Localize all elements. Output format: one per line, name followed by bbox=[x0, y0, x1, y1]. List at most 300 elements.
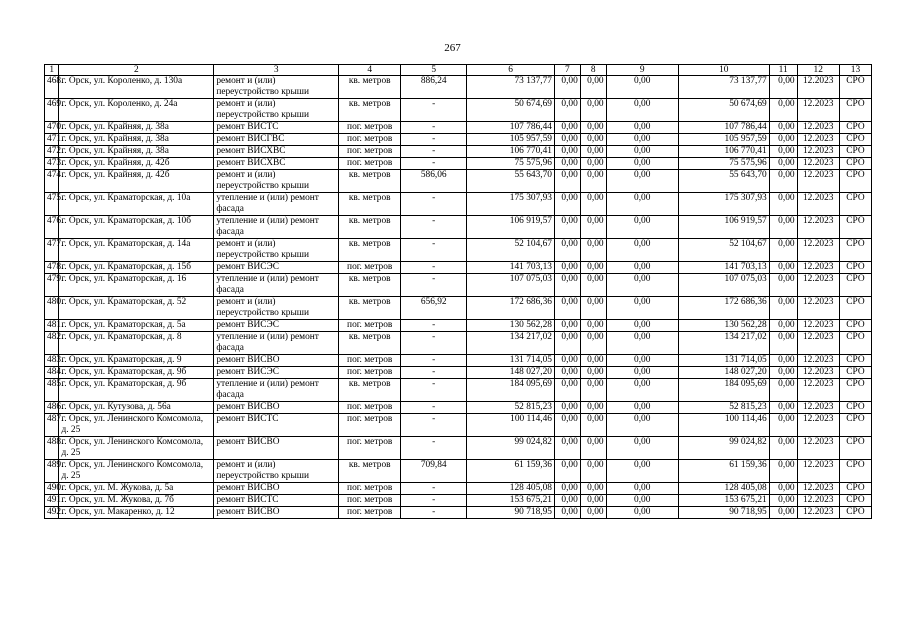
cell-total-cost: 52 815,23 bbox=[467, 402, 555, 414]
cell-work-type: ремонт ВИСХВС bbox=[214, 146, 339, 158]
cell-other-funds: 0,00 bbox=[769, 76, 797, 99]
cell-local-funds: 0,00 bbox=[606, 483, 678, 495]
cell-row-number: 469. bbox=[45, 99, 59, 122]
cell-regional-funds: 0,00 bbox=[580, 402, 606, 414]
cell-federal-funds: 0,00 bbox=[554, 355, 580, 367]
cell-method: СРО bbox=[839, 507, 871, 519]
cell-federal-funds: 0,00 bbox=[554, 274, 580, 297]
cell-completion-date: 12.2023 bbox=[797, 437, 839, 460]
cell-volume: - bbox=[401, 402, 467, 414]
cell-work-type: утепление и (или) ремонт фасада bbox=[214, 193, 339, 216]
cell-other-funds: 0,00 bbox=[769, 332, 797, 355]
table-row bbox=[45, 134, 872, 146]
cell-regional-funds: 0,00 bbox=[580, 239, 606, 262]
cell-method: СРО bbox=[839, 367, 871, 379]
cell-work-type: утепление и (или) ремонт фасада bbox=[214, 379, 339, 402]
cell-local-funds: 0,00 bbox=[606, 495, 678, 507]
cell-volume: 709,84 bbox=[401, 460, 467, 483]
cell-unit: кв. метров bbox=[339, 170, 401, 193]
cell-completion-date: 12.2023 bbox=[797, 76, 839, 99]
cell-unit: кв. метров bbox=[339, 193, 401, 216]
cell-row-number: 477. bbox=[45, 239, 59, 262]
cell-total-cost: 106 770,41 bbox=[467, 146, 555, 158]
cell-federal-funds: 0,00 bbox=[554, 367, 580, 379]
cell-method: СРО bbox=[839, 193, 871, 216]
cell-completion-date: 12.2023 bbox=[797, 99, 839, 122]
cell-volume: - bbox=[401, 414, 467, 437]
cell-volume: 886,24 bbox=[401, 76, 467, 99]
cell-total-cost: 172 686,36 bbox=[467, 297, 555, 320]
cell-work-type: ремонт ВИСТС bbox=[214, 414, 339, 437]
table-row bbox=[45, 437, 872, 460]
cell-volume: - bbox=[401, 134, 467, 146]
cell-total-cost: 184 095,69 bbox=[467, 379, 555, 402]
cell-address: г. Орск, ул. М. Жукова, д. 7б bbox=[59, 495, 214, 507]
table-row bbox=[45, 76, 872, 99]
cell-regional-funds: 0,00 bbox=[580, 367, 606, 379]
cell-regional-funds: 0,00 bbox=[580, 134, 606, 146]
cell-other-funds: 0,00 bbox=[769, 320, 797, 332]
cell-local-funds: 0,00 bbox=[606, 297, 678, 320]
cell-unit: пог. метров bbox=[339, 483, 401, 495]
cell-method: СРО bbox=[839, 216, 871, 239]
cell-total-cost: 52 104,67 bbox=[467, 239, 555, 262]
cell-completion-date: 12.2023 bbox=[797, 379, 839, 402]
cell-other-funds: 0,00 bbox=[769, 146, 797, 158]
cell-volume: - bbox=[401, 239, 467, 262]
cell-owner-funds: 153 675,21 bbox=[678, 495, 769, 507]
cell-row-number: 482. bbox=[45, 332, 59, 355]
cell-other-funds: 0,00 bbox=[769, 367, 797, 379]
cell-local-funds: 0,00 bbox=[606, 76, 678, 99]
cell-work-type: ремонт и (или) переустройство крыши bbox=[214, 239, 339, 262]
cell-total-cost: 75 575,96 bbox=[467, 158, 555, 170]
table-row bbox=[45, 332, 872, 355]
cell-other-funds: 0,00 bbox=[769, 379, 797, 402]
cell-other-funds: 0,00 bbox=[769, 495, 797, 507]
cell-regional-funds: 0,00 bbox=[580, 170, 606, 193]
cell-unit: кв. метров bbox=[339, 379, 401, 402]
cell-row-number: 489. bbox=[45, 460, 59, 483]
cell-work-type: ремонт ВИСВО bbox=[214, 402, 339, 414]
cell-local-funds: 0,00 bbox=[606, 146, 678, 158]
cell-completion-date: 12.2023 bbox=[797, 297, 839, 320]
cell-total-cost: 90 718,95 bbox=[467, 507, 555, 519]
cell-volume: - bbox=[401, 379, 467, 402]
cell-total-cost: 55 643,70 bbox=[467, 170, 555, 193]
cell-other-funds: 0,00 bbox=[769, 134, 797, 146]
cell-address: г. Орск, ул. Краматорская, д. 16 bbox=[59, 274, 214, 297]
cell-row-number: 491. bbox=[45, 495, 59, 507]
cell-federal-funds: 0,00 bbox=[554, 76, 580, 99]
cell-completion-date: 12.2023 bbox=[797, 158, 839, 170]
cell-completion-date: 12.2023 bbox=[797, 402, 839, 414]
page-number: 267 bbox=[444, 42, 461, 54]
cell-federal-funds: 0,00 bbox=[554, 402, 580, 414]
column-header-2: 2 bbox=[59, 65, 214, 76]
table-row bbox=[45, 297, 872, 320]
cell-row-number: 492. bbox=[45, 507, 59, 519]
cell-owner-funds: 184 095,69 bbox=[678, 379, 769, 402]
table-row bbox=[45, 239, 872, 262]
cell-volume: 656,92 bbox=[401, 297, 467, 320]
cell-completion-date: 12.2023 bbox=[797, 320, 839, 332]
cell-local-funds: 0,00 bbox=[606, 239, 678, 262]
cell-address: г. Орск, ул. Краматорская, д. 15б bbox=[59, 262, 214, 274]
column-header-8: 8 bbox=[580, 65, 606, 76]
cell-other-funds: 0,00 bbox=[769, 355, 797, 367]
cell-total-cost: 148 027,20 bbox=[467, 367, 555, 379]
cell-method: СРО bbox=[839, 297, 871, 320]
cell-regional-funds: 0,00 bbox=[580, 437, 606, 460]
cell-local-funds: 0,00 bbox=[606, 158, 678, 170]
cell-owner-funds: 128 405,08 bbox=[678, 483, 769, 495]
cell-federal-funds: 0,00 bbox=[554, 239, 580, 262]
cell-owner-funds: 55 643,70 bbox=[678, 170, 769, 193]
cell-regional-funds: 0,00 bbox=[580, 332, 606, 355]
column-header-6: 6 bbox=[467, 65, 555, 76]
cell-unit: пог. метров bbox=[339, 495, 401, 507]
cell-unit: пог. метров bbox=[339, 355, 401, 367]
cell-unit: пог. метров bbox=[339, 402, 401, 414]
cell-method: СРО bbox=[839, 495, 871, 507]
cell-owner-funds: 130 562,28 bbox=[678, 320, 769, 332]
cell-row-number: 484. bbox=[45, 367, 59, 379]
cell-completion-date: 12.2023 bbox=[797, 216, 839, 239]
cell-total-cost: 128 405,08 bbox=[467, 483, 555, 495]
cell-local-funds: 0,00 bbox=[606, 460, 678, 483]
cell-federal-funds: 0,00 bbox=[554, 483, 580, 495]
table-row bbox=[45, 170, 872, 193]
cell-row-number: 468. bbox=[45, 76, 59, 99]
cell-federal-funds: 0,00 bbox=[554, 158, 580, 170]
cell-completion-date: 12.2023 bbox=[797, 483, 839, 495]
cell-completion-date: 12.2023 bbox=[797, 414, 839, 437]
cell-total-cost: 130 562,28 bbox=[467, 320, 555, 332]
cell-federal-funds: 0,00 bbox=[554, 507, 580, 519]
cell-method: СРО bbox=[839, 239, 871, 262]
cell-other-funds: 0,00 bbox=[769, 262, 797, 274]
cell-address: г. Орск, ул. Краматорская, д. 9б bbox=[59, 379, 214, 402]
cell-federal-funds: 0,00 bbox=[554, 193, 580, 216]
cell-unit: кв. метров bbox=[339, 297, 401, 320]
cell-local-funds: 0,00 bbox=[606, 193, 678, 216]
cell-total-cost: 131 714,05 bbox=[467, 355, 555, 367]
cell-federal-funds: 0,00 bbox=[554, 332, 580, 355]
cell-other-funds: 0,00 bbox=[769, 402, 797, 414]
works-table bbox=[44, 64, 872, 519]
column-header-4: 4 bbox=[339, 65, 401, 76]
cell-regional-funds: 0,00 bbox=[580, 379, 606, 402]
cell-regional-funds: 0,00 bbox=[580, 99, 606, 122]
cell-total-cost: 100 114,46 bbox=[467, 414, 555, 437]
cell-unit: кв. метров bbox=[339, 76, 401, 99]
cell-regional-funds: 0,00 bbox=[580, 495, 606, 507]
cell-total-cost: 73 137,77 bbox=[467, 76, 555, 99]
cell-volume: - bbox=[401, 332, 467, 355]
cell-address: г. Орск, ул. М. Жукова, д. 5а bbox=[59, 483, 214, 495]
cell-method: СРО bbox=[839, 379, 871, 402]
cell-address: г. Орск, ул. Кутузова, д. 56а bbox=[59, 402, 214, 414]
cell-volume: - bbox=[401, 146, 467, 158]
cell-local-funds: 0,00 bbox=[606, 355, 678, 367]
cell-method: СРО bbox=[839, 460, 871, 483]
cell-method: СРО bbox=[839, 332, 871, 355]
cell-local-funds: 0,00 bbox=[606, 379, 678, 402]
cell-federal-funds: 0,00 bbox=[554, 122, 580, 134]
cell-regional-funds: 0,00 bbox=[580, 158, 606, 170]
cell-unit: кв. метров bbox=[339, 274, 401, 297]
cell-work-type: ремонт и (или) переустройство крыши bbox=[214, 297, 339, 320]
cell-regional-funds: 0,00 bbox=[580, 297, 606, 320]
cell-row-number: 473. bbox=[45, 158, 59, 170]
cell-address: г. Орск, ул. Краматорская, д. 10б bbox=[59, 216, 214, 239]
cell-method: СРО bbox=[839, 355, 871, 367]
cell-method: СРО bbox=[839, 402, 871, 414]
cell-local-funds: 0,00 bbox=[606, 122, 678, 134]
cell-volume: 586,06 bbox=[401, 170, 467, 193]
column-header-5: 5 bbox=[401, 65, 467, 76]
cell-work-type: ремонт и (или) переустройство крыши bbox=[214, 170, 339, 193]
cell-work-type: ремонт и (или) переустройство крыши bbox=[214, 76, 339, 99]
cell-row-number: 474. bbox=[45, 170, 59, 193]
column-header-13: 13 bbox=[839, 65, 871, 76]
cell-completion-date: 12.2023 bbox=[797, 355, 839, 367]
cell-address: г. Орск, ул. Краматорская, д. 14а bbox=[59, 239, 214, 262]
table-row bbox=[45, 355, 872, 367]
cell-address: г. Орск, ул. Крайняя, д. 38а bbox=[59, 134, 214, 146]
cell-unit: пог. метров bbox=[339, 437, 401, 460]
cell-local-funds: 0,00 bbox=[606, 216, 678, 239]
cell-address: г. Орск, ул. Ленинского Комсомола, д. 25 bbox=[59, 414, 214, 437]
cell-address: г. Орск, ул. Ленинского Комсомола, д. 25 bbox=[59, 460, 214, 483]
cell-method: СРО bbox=[839, 158, 871, 170]
cell-federal-funds: 0,00 bbox=[554, 379, 580, 402]
cell-total-cost: 141 703,13 bbox=[467, 262, 555, 274]
cell-volume: - bbox=[401, 262, 467, 274]
cell-other-funds: 0,00 bbox=[769, 216, 797, 239]
column-header-3: 3 bbox=[214, 65, 339, 76]
cell-regional-funds: 0,00 bbox=[580, 507, 606, 519]
cell-local-funds: 0,00 bbox=[606, 170, 678, 193]
cell-federal-funds: 0,00 bbox=[554, 170, 580, 193]
table-row bbox=[45, 414, 872, 437]
cell-other-funds: 0,00 bbox=[769, 193, 797, 216]
cell-address: г. Орск, ул. Краматорская, д. 8 bbox=[59, 332, 214, 355]
cell-address: г. Орск, ул. Краматорская, д. 9б bbox=[59, 367, 214, 379]
cell-federal-funds: 0,00 bbox=[554, 297, 580, 320]
cell-federal-funds: 0,00 bbox=[554, 437, 580, 460]
cell-total-cost: 107 075,03 bbox=[467, 274, 555, 297]
cell-method: СРО bbox=[839, 320, 871, 332]
table-row bbox=[45, 402, 872, 414]
cell-work-type: ремонт ВИСЭС bbox=[214, 367, 339, 379]
cell-federal-funds: 0,00 bbox=[554, 495, 580, 507]
cell-volume: - bbox=[401, 507, 467, 519]
cell-other-funds: 0,00 bbox=[769, 507, 797, 519]
table-row bbox=[45, 146, 872, 158]
cell-method: СРО bbox=[839, 274, 871, 297]
cell-total-cost: 99 024,82 bbox=[467, 437, 555, 460]
cell-owner-funds: 105 957,59 bbox=[678, 134, 769, 146]
column-header-12: 12 bbox=[797, 65, 839, 76]
cell-method: СРО bbox=[839, 146, 871, 158]
cell-volume: - bbox=[401, 355, 467, 367]
cell-federal-funds: 0,00 bbox=[554, 414, 580, 437]
cell-unit: пог. метров bbox=[339, 262, 401, 274]
cell-other-funds: 0,00 bbox=[769, 99, 797, 122]
cell-method: СРО bbox=[839, 437, 871, 460]
cell-regional-funds: 0,00 bbox=[580, 193, 606, 216]
cell-owner-funds: 50 674,69 bbox=[678, 99, 769, 122]
cell-method: СРО bbox=[839, 262, 871, 274]
cell-owner-funds: 141 703,13 bbox=[678, 262, 769, 274]
table-row bbox=[45, 495, 872, 507]
cell-address: г. Орск, ул. Краматорская, д. 10а bbox=[59, 193, 214, 216]
column-header-11: 11 bbox=[769, 65, 797, 76]
cell-local-funds: 0,00 bbox=[606, 332, 678, 355]
cell-owner-funds: 100 114,46 bbox=[678, 414, 769, 437]
cell-address: г. Орск, ул. Крайняя, д. 42б bbox=[59, 170, 214, 193]
column-header-9: 9 bbox=[606, 65, 678, 76]
cell-local-funds: 0,00 bbox=[606, 274, 678, 297]
cell-other-funds: 0,00 bbox=[769, 483, 797, 495]
cell-address: г. Орск, ул. Крайняя, д. 38а bbox=[59, 146, 214, 158]
cell-work-type: ремонт ВИСЭС bbox=[214, 320, 339, 332]
cell-local-funds: 0,00 bbox=[606, 507, 678, 519]
cell-local-funds: 0,00 bbox=[606, 437, 678, 460]
cell-owner-funds: 106 919,57 bbox=[678, 216, 769, 239]
cell-completion-date: 12.2023 bbox=[797, 460, 839, 483]
cell-work-type: ремонт и (или) переустройство крыши bbox=[214, 99, 339, 122]
cell-total-cost: 107 786,44 bbox=[467, 122, 555, 134]
cell-federal-funds: 0,00 bbox=[554, 99, 580, 122]
cell-work-type: утепление и (или) ремонт фасада bbox=[214, 274, 339, 297]
cell-other-funds: 0,00 bbox=[769, 122, 797, 134]
cell-owner-funds: 52 104,67 bbox=[678, 239, 769, 262]
cell-owner-funds: 175 307,93 bbox=[678, 193, 769, 216]
cell-completion-date: 12.2023 bbox=[797, 495, 839, 507]
cell-row-number: 490. bbox=[45, 483, 59, 495]
cell-total-cost: 134 217,02 bbox=[467, 332, 555, 355]
cell-completion-date: 12.2023 bbox=[797, 507, 839, 519]
cell-total-cost: 153 675,21 bbox=[467, 495, 555, 507]
cell-total-cost: 175 307,93 bbox=[467, 193, 555, 216]
cell-method: СРО bbox=[839, 99, 871, 122]
cell-address: г. Орск, ул. Короленко, д. 130а bbox=[59, 76, 214, 99]
table-row bbox=[45, 507, 872, 519]
cell-total-cost: 105 957,59 bbox=[467, 134, 555, 146]
cell-work-type: ремонт ВИСТС bbox=[214, 122, 339, 134]
cell-completion-date: 12.2023 bbox=[797, 193, 839, 216]
cell-work-type: ремонт ВИСГВС bbox=[214, 134, 339, 146]
cell-volume: - bbox=[401, 483, 467, 495]
cell-volume: - bbox=[401, 437, 467, 460]
column-header-1: 1 bbox=[45, 65, 59, 76]
cell-regional-funds: 0,00 bbox=[580, 274, 606, 297]
cell-regional-funds: 0,00 bbox=[580, 483, 606, 495]
cell-method: СРО bbox=[839, 414, 871, 437]
cell-regional-funds: 0,00 bbox=[580, 414, 606, 437]
cell-local-funds: 0,00 bbox=[606, 320, 678, 332]
cell-completion-date: 12.2023 bbox=[797, 170, 839, 193]
cell-completion-date: 12.2023 bbox=[797, 332, 839, 355]
cell-other-funds: 0,00 bbox=[769, 460, 797, 483]
cell-unit: кв. метров bbox=[339, 216, 401, 239]
cell-row-number: 476. bbox=[45, 216, 59, 239]
cell-unit: пог. метров bbox=[339, 122, 401, 134]
cell-owner-funds: 106 770,41 bbox=[678, 146, 769, 158]
cell-regional-funds: 0,00 bbox=[580, 355, 606, 367]
cell-volume: - bbox=[401, 495, 467, 507]
cell-volume: - bbox=[401, 367, 467, 379]
cell-owner-funds: 134 217,02 bbox=[678, 332, 769, 355]
cell-work-type: ремонт ВИСВО bbox=[214, 355, 339, 367]
cell-address: г. Орск, ул. Макаренко, д. 12 bbox=[59, 507, 214, 519]
table-row bbox=[45, 122, 872, 134]
cell-row-number: 485. bbox=[45, 379, 59, 402]
cell-volume: - bbox=[401, 274, 467, 297]
cell-owner-funds: 107 075,03 bbox=[678, 274, 769, 297]
cell-work-type: ремонт ВИСЭС bbox=[214, 262, 339, 274]
cell-completion-date: 12.2023 bbox=[797, 122, 839, 134]
cell-owner-funds: 107 786,44 bbox=[678, 122, 769, 134]
cell-row-number: 481. bbox=[45, 320, 59, 332]
cell-other-funds: 0,00 bbox=[769, 414, 797, 437]
cell-total-cost: 106 919,57 bbox=[467, 216, 555, 239]
cell-other-funds: 0,00 bbox=[769, 239, 797, 262]
table-row bbox=[45, 216, 872, 239]
cell-volume: - bbox=[401, 216, 467, 239]
cell-unit: кв. метров bbox=[339, 460, 401, 483]
cell-regional-funds: 0,00 bbox=[580, 216, 606, 239]
cell-completion-date: 12.2023 bbox=[797, 239, 839, 262]
cell-local-funds: 0,00 bbox=[606, 414, 678, 437]
cell-owner-funds: 148 027,20 bbox=[678, 367, 769, 379]
cell-volume: - bbox=[401, 320, 467, 332]
cell-unit: кв. метров bbox=[339, 332, 401, 355]
cell-completion-date: 12.2023 bbox=[797, 146, 839, 158]
cell-federal-funds: 0,00 bbox=[554, 320, 580, 332]
cell-completion-date: 12.2023 bbox=[797, 367, 839, 379]
cell-owner-funds: 99 024,82 bbox=[678, 437, 769, 460]
cell-owner-funds: 90 718,95 bbox=[678, 507, 769, 519]
table-row bbox=[45, 483, 872, 495]
cell-owner-funds: 52 815,23 bbox=[678, 402, 769, 414]
table-row bbox=[45, 158, 872, 170]
cell-work-type: утепление и (или) ремонт фасада bbox=[214, 216, 339, 239]
cell-regional-funds: 0,00 bbox=[580, 76, 606, 99]
cell-local-funds: 0,00 bbox=[606, 134, 678, 146]
cell-regional-funds: 0,00 bbox=[580, 146, 606, 158]
cell-volume: - bbox=[401, 122, 467, 134]
cell-unit: пог. метров bbox=[339, 320, 401, 332]
cell-completion-date: 12.2023 bbox=[797, 274, 839, 297]
cell-federal-funds: 0,00 bbox=[554, 262, 580, 274]
cell-work-type: ремонт ВИСВО bbox=[214, 483, 339, 495]
cell-owner-funds: 131 714,05 bbox=[678, 355, 769, 367]
cell-method: СРО bbox=[839, 483, 871, 495]
cell-federal-funds: 0,00 bbox=[554, 216, 580, 239]
cell-other-funds: 0,00 bbox=[769, 170, 797, 193]
cell-owner-funds: 172 686,36 bbox=[678, 297, 769, 320]
cell-federal-funds: 0,00 bbox=[554, 146, 580, 158]
cell-address: г. Орск, ул. Краматорская, д. 52 bbox=[59, 297, 214, 320]
cell-row-number: 486. bbox=[45, 402, 59, 414]
cell-address: г. Орск, ул. Короленко, д. 24а bbox=[59, 99, 214, 122]
cell-owner-funds: 61 159,36 bbox=[678, 460, 769, 483]
cell-row-number: 472. bbox=[45, 146, 59, 158]
